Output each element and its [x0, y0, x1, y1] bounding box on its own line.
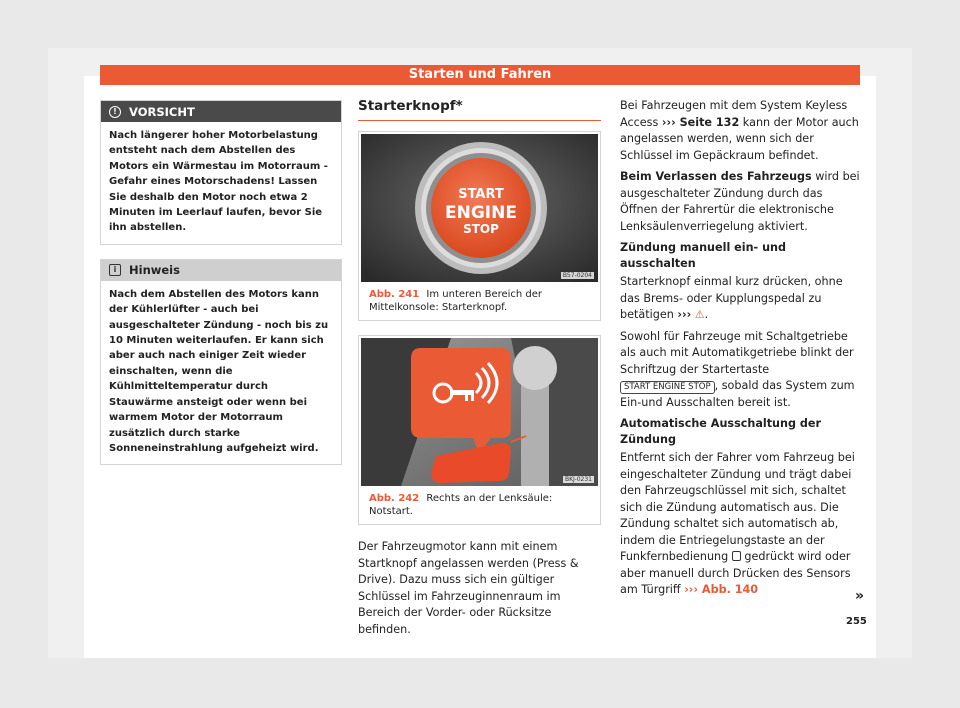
subheading-auto-ignition-off: Automatische Ausschaltung der Zündung	[620, 417, 821, 446]
caution-icon: !	[109, 106, 121, 118]
steering-column-illustration	[361, 338, 598, 486]
caution-box	[100, 100, 342, 245]
figure-242-caption	[359, 488, 600, 524]
button-label-start: START	[458, 187, 504, 202]
auto-ignition-paragraph	[620, 450, 860, 599]
figure-caption-text: Im unteren Bereich der Mittelkonsole: Starterknopf.	[369, 289, 543, 313]
info-icon: i	[109, 264, 121, 276]
hint-title: Hinweis	[129, 263, 180, 278]
button-label-engine: ENGINE	[445, 203, 517, 223]
start-button-illustration	[361, 134, 598, 282]
text-span: .	[704, 308, 709, 321]
caution-title: VORSICHT	[129, 104, 195, 119]
figure-caption-text: Rechts an der Lenksäule: Notstart.	[369, 493, 553, 517]
chapter-header: Starten und Fahren	[100, 65, 860, 85]
section-title: Starterknopf*	[358, 98, 601, 121]
figure-label: Abb. 241	[369, 289, 420, 300]
continue-marker: »	[854, 587, 864, 604]
figure-241	[358, 131, 601, 321]
column-left	[100, 100, 342, 479]
caution-header	[101, 101, 341, 122]
button-label-stop: STOP	[463, 222, 499, 236]
figure-241-caption	[359, 284, 600, 320]
manual-ignition-paragraph	[620, 274, 860, 324]
column-right	[620, 98, 864, 604]
text-span: Entfernt sich der Fahrer vom Fahrzeug bei eingeschalteter Zündung und trägt dabei den Fahrzeugschlüssel mit sich, schaltet sich die Zündung automatisch aus. Die Zündung schaltet sich automatisch ab, indem die Entriegelungstaste an der Funkfernbedienung	[620, 451, 855, 563]
text-span: Starterknopf einmal kurz drücken, ohne das Brems- oder Kupplungspedal zu betätigen	[620, 275, 843, 321]
warning-triangle-icon: ⚠	[694, 308, 705, 321]
lock-icon	[732, 551, 741, 561]
page-number: 255	[846, 616, 867, 627]
subheading-manual-ignition: Zündung manuell ein- und ausschalten	[620, 241, 787, 270]
text-span: , sobald das System zum Ein-und Ausschalten bereit ist.	[620, 379, 855, 409]
hint-box	[100, 259, 342, 465]
keyless-paragraph	[620, 98, 860, 164]
warning-reference-link[interactable]: ›››	[677, 308, 692, 321]
text-span: Sowohl für Fahrzeuge mit Schaltgetriebe als auch mit Automatikgetriebe blinkt der Schriftzug der Startertaste	[620, 329, 854, 376]
text-span: Bei Fahrzeugen mit dem System Keyless Access	[620, 99, 848, 129]
text-span: kann der Motor auch angelassen werden, wenn sich der Schlüssel im Gepäckraum befindet.	[620, 115, 859, 162]
start-button-image	[361, 134, 598, 282]
figure-reference-link[interactable]: ››› Abb. 140	[684, 583, 759, 596]
page-reference-link[interactable]: ››› Seite 132	[661, 115, 740, 129]
blinking-label-paragraph	[620, 329, 860, 412]
bold-text: Beim Verlassen des Fahrzeugs	[620, 170, 812, 183]
figure-code: BKJ-0231	[564, 476, 592, 483]
leaving-vehicle-paragraph	[620, 169, 860, 235]
text-span: gedrückt wird oder aber manuell durch Drücken des Sensors am Türgriff	[620, 550, 851, 596]
hint-header	[101, 260, 341, 281]
column-middle	[358, 98, 601, 643]
hint-text: Nach dem Abstellen des Motors kann der Kühlerlüfter - auch bei ausgeschalteter Zündung - noch bis zu 10 Minuten weiterlaufen. Er kann sich aber auch nach einiger Zeit wieder einschalten, wenn die Kühlmitteltemperatur durch Stauwärme ansteigt oder wenn bei warmem Motor der Motorraum zusätzlich durch starke Sonneneinstrahlung aufgeheizt wird.	[109, 288, 329, 454]
intro-paragraph: Der Fahrzeugmotor kann mit einem Startknopf angelassen werden (Press & Drive). Dazu muss sich ein gültiger Schlüssel im Fahrzeuginnenraum im Bereich der Vorder- oder Rücksitze befinden.	[358, 540, 579, 636]
figure-label: Abb. 242	[369, 493, 420, 504]
caution-text: Nach längerer hoher Motorbelastung entsteht nach dem Abstellen des Motors ein Wärmestau im Motorraum - Gefahr eines Motorschadens! Lassen Sie deshalb den Motor noch etwa 2 Minuten im Leerlauf laufen, bevor Sie ihn abstellen.	[109, 130, 328, 234]
emergency-start-image	[361, 338, 598, 486]
text-span: wird bei ausgeschalteter Zündung durch das Öffnen der Fahrertür die elektronische Lenksäulenverriegelung aktiviert.	[620, 170, 860, 233]
figure-code: B57-0204	[562, 272, 592, 279]
figure-242	[358, 335, 601, 525]
start-engine-stop-key: START ENGINE STOP	[620, 381, 715, 394]
